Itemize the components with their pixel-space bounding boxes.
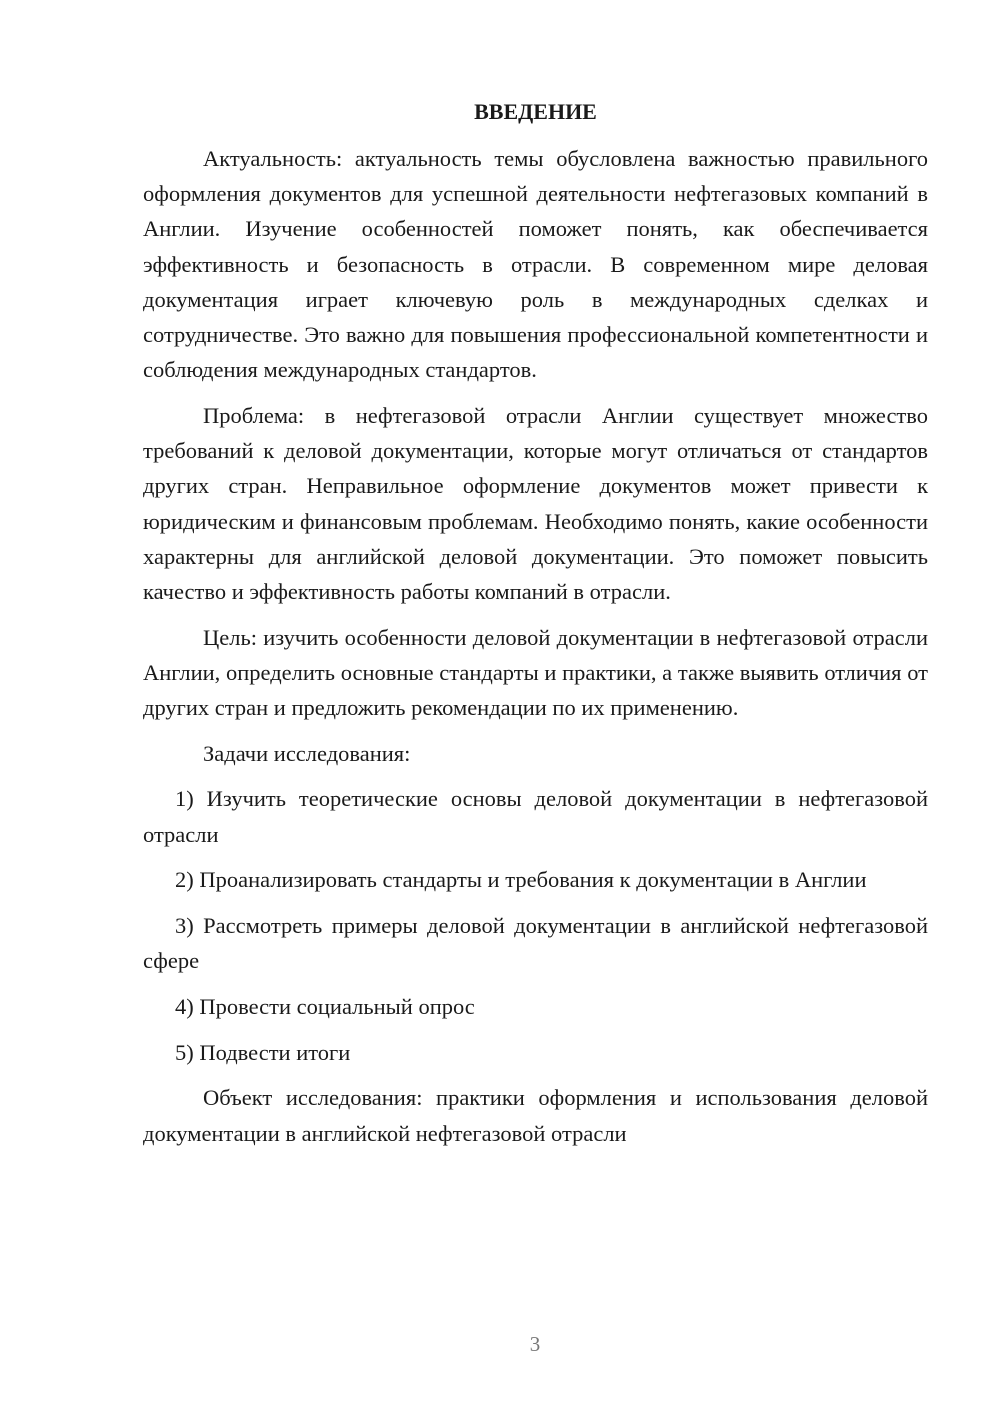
relevance-paragraph: Актуальность: актуальность темы обусловлена важностью правильного оформления документов для успешной деятельности нефтегазовых компаний в Англии. Изучение особенностей поможет понять, как обеспечивается эффективность и безопасность в отрасли. В современном мире деловая документация играет ключевую роль в международных сделках и сотрудничестве. Это важно для повышения профессиональной компетентности и соблюдения международных стандартов. bbox=[143, 146, 928, 383]
page-number: 3 bbox=[529, 1332, 541, 1356]
section-heading: ВВЕДЕНИЕ bbox=[474, 99, 597, 124]
object-paragraph: Объект исследования: практики оформления и использования деловой документации в английской нефтегазовой отрасли bbox=[143, 1085, 928, 1146]
document-body bbox=[143, 94, 928, 1161]
task-item-2: 2) Проанализировать стандарты и требования к документации в Англии bbox=[175, 867, 867, 893]
task-item-3: 3) Рассмотреть примеры деловой документации в английской нефтегазовой сфере bbox=[143, 913, 928, 974]
task-item-4: 4) Провести социальный опрос bbox=[175, 993, 475, 1019]
tasks-intro: Задачи исследования: bbox=[203, 740, 411, 766]
task-item-1: 1) Изучить теоретические основы деловой документации в нефтегазовой отрасли bbox=[143, 786, 928, 847]
task-item-5: 5) Подвести итоги bbox=[175, 1039, 351, 1065]
problem-paragraph: Проблема: в нефтегазовой отрасли Англии существует множество требований к деловой документации, которые могут отличаться от стандартов других стран. Неправильное оформление документов может привести к юридическим и финансовым проблемам. Необходимо понять, какие особенности характерны для английской деловой документации. Это поможет повысить качество и эффективность работы компаний в отрасли. bbox=[143, 402, 928, 604]
goal-paragraph: Цель: изучить особенности деловой документации в нефтегазовой отрасли Англии, определить основные стандарты и практики, а также выявить отличия от других стран и предложить рекомендации по их применению. bbox=[143, 624, 928, 721]
